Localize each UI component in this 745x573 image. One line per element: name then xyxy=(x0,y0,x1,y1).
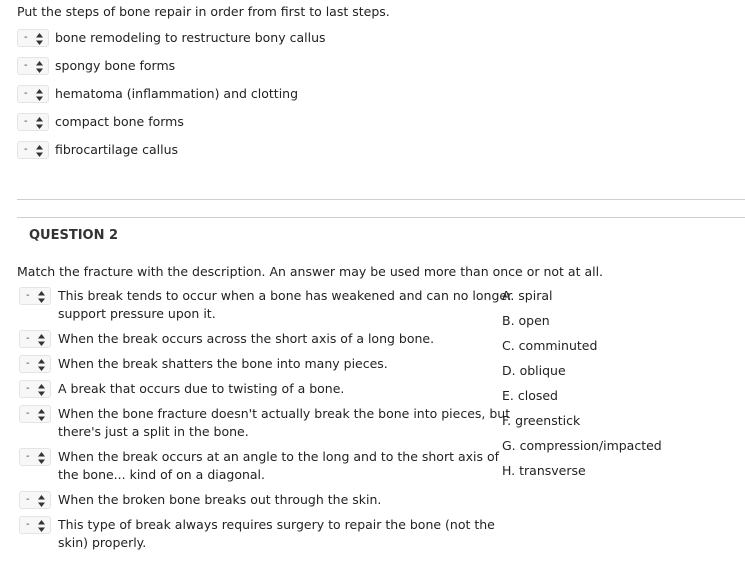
select-value: - xyxy=(26,333,30,344)
up-down-arrow-icon xyxy=(38,520,45,532)
up-down-arrow-icon xyxy=(38,452,45,464)
select-value: - xyxy=(24,116,28,127)
question-title: QUESTION 2 xyxy=(29,228,119,243)
order-select[interactable] xyxy=(19,516,51,534)
q2-item-label: support pressure upon it. xyxy=(58,306,216,321)
q2-item-label: the bone... kind of on a diagonal. xyxy=(58,467,265,482)
up-down-arrow-icon xyxy=(38,384,45,396)
select-value: - xyxy=(24,32,28,43)
q1-item-label: spongy bone forms xyxy=(55,58,176,73)
q2-item-label: there's just a split in the bone. xyxy=(58,424,249,439)
q2-item-label: When the break shatters the bone into many pieces. xyxy=(58,356,388,371)
up-down-arrow-icon xyxy=(36,89,43,101)
q2-prompt: Match the fracture with the description. An answer may be used more than once or not at all. xyxy=(17,264,604,279)
q1-item-label: fibrocartilage callus xyxy=(55,142,179,157)
select-value: - xyxy=(26,494,30,505)
up-down-arrow-icon xyxy=(36,61,43,73)
up-down-arrow-icon xyxy=(36,145,43,157)
q1-item-label: hematoma (inflammation) and clotting xyxy=(55,86,299,101)
q2-item-label: When the bone fracture doesn't actually break the bone into pieces, but xyxy=(58,406,511,421)
q2-item-label: A break that occurs due to twisting of a bone. xyxy=(58,381,345,396)
order-select[interactable] xyxy=(17,85,49,103)
select-value: - xyxy=(26,408,30,419)
up-down-arrow-icon xyxy=(36,33,43,45)
order-select[interactable] xyxy=(19,380,51,398)
up-down-arrow-icon xyxy=(38,409,45,421)
up-down-arrow-icon xyxy=(38,359,45,371)
answer-option: D. oblique xyxy=(502,363,566,378)
up-down-arrow-icon xyxy=(38,334,45,346)
select-value: - xyxy=(26,383,30,394)
section-divider xyxy=(17,199,745,200)
select-value: - xyxy=(24,88,28,99)
answer-option: E. closed xyxy=(502,388,558,403)
select-value: - xyxy=(24,60,28,71)
select-value: - xyxy=(24,144,28,155)
q2-item-label: This break tends to occur when a bone has weakened and can no longer xyxy=(58,288,513,303)
q1-prompt: Put the steps of bone repair in order from first to last steps. xyxy=(17,4,390,19)
answer-option: F. greenstick xyxy=(502,413,581,428)
select-value: - xyxy=(26,358,30,369)
up-down-arrow-icon xyxy=(36,117,43,129)
order-select[interactable] xyxy=(19,287,51,305)
order-select[interactable] xyxy=(19,330,51,348)
order-select[interactable] xyxy=(19,355,51,373)
order-select[interactable] xyxy=(17,57,49,75)
section-divider xyxy=(17,217,745,218)
up-down-arrow-icon xyxy=(38,495,45,507)
order-select[interactable] xyxy=(17,141,49,159)
q2-item-label: When the broken bone breaks out through the skin. xyxy=(58,492,382,507)
answer-option: G. compression/impacted xyxy=(502,438,662,453)
q2-item-label: This type of break always requires surgery to repair the bone (not the xyxy=(58,517,495,532)
up-down-arrow-icon xyxy=(38,291,45,303)
q2-item-label: When the break occurs across the short axis of a long bone. xyxy=(58,331,435,346)
answer-option: A. spiral xyxy=(502,288,553,303)
order-select[interactable] xyxy=(19,448,51,466)
answer-option: H. transverse xyxy=(502,463,586,478)
select-value: - xyxy=(26,451,30,462)
order-select[interactable] xyxy=(17,29,49,47)
answer-option: B. open xyxy=(502,313,550,328)
order-select[interactable] xyxy=(19,405,51,423)
order-select[interactable] xyxy=(17,113,49,131)
q1-item-label: bone remodeling to restructure bony callus xyxy=(55,30,326,45)
answer-option: C. comminuted xyxy=(502,338,598,353)
select-value: - xyxy=(26,519,30,530)
q1-item-label: compact bone forms xyxy=(55,114,184,129)
q2-item-label: When the break occurs at an angle to the long and to the short axis of xyxy=(58,449,500,464)
select-value: - xyxy=(26,290,30,301)
order-select[interactable] xyxy=(19,491,51,509)
q2-item-label: skin) properly. xyxy=(58,535,147,550)
